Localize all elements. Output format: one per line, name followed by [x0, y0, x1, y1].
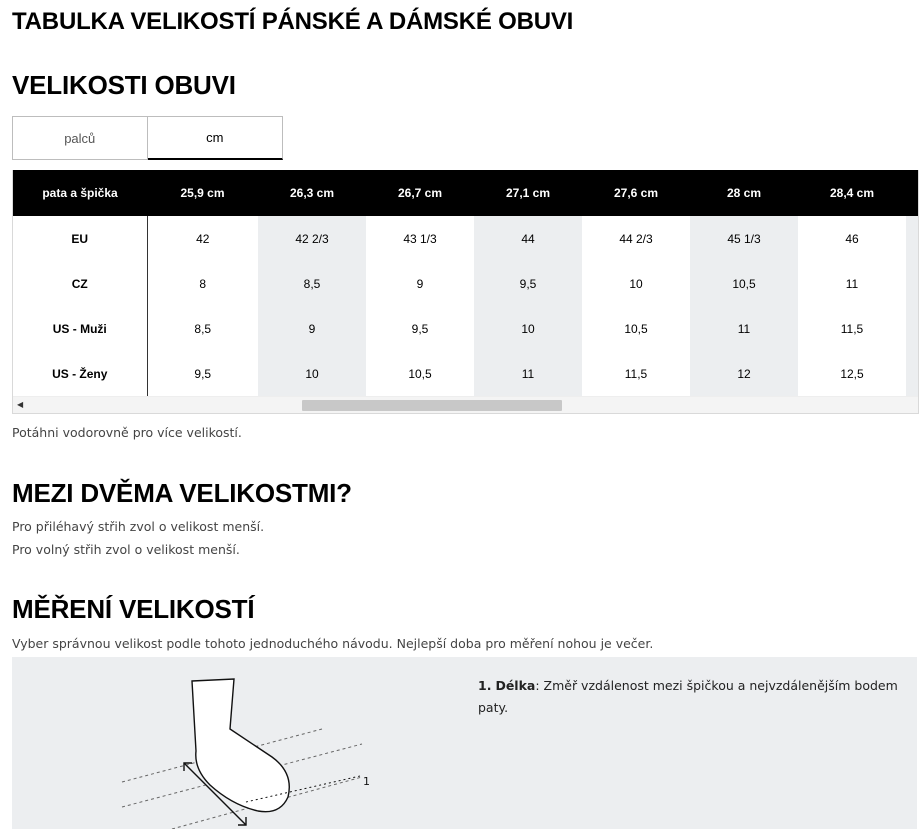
step-description — [478, 675, 908, 719]
scrollbar-thumb[interactable] — [302, 400, 562, 411]
table-cell: 8,5 — [194, 321, 212, 336]
table-cell: 12,5 — [840, 366, 864, 381]
table-cell: 11 — [845, 276, 859, 291]
table-cell-overflow — [906, 306, 919, 351]
page-title: TABULKA VELIKOSTÍ PÁNSKÉ A DÁMSKÉ OBUVI — [12, 8, 574, 35]
measuring-figure — [12, 657, 917, 829]
table-cell: 10,5 — [690, 261, 798, 306]
table-row — [13, 306, 919, 351]
table-row — [13, 216, 919, 261]
table-cell: 9,5 — [194, 366, 212, 381]
row-label: US - Muži — [13, 306, 147, 351]
unit-inches-button[interactable]: palců — [12, 116, 148, 160]
fit-tip-loose: Pro volný střih zvol o velikost menší. — [12, 542, 240, 557]
table-cell: 43 1/3 — [403, 231, 437, 246]
table-cell: 10 — [258, 351, 366, 396]
column-header-overflow — [906, 170, 919, 216]
table-cell: 8,5 — [258, 261, 366, 306]
row-label: US - Ženy — [13, 351, 147, 396]
table-cell: 45 1/3 — [690, 216, 798, 261]
foot-length-diagram-icon — [112, 657, 472, 829]
column-header: 27,1 cm — [474, 170, 582, 216]
table-cell: 44 — [474, 216, 582, 261]
measuring-intro: Vyber správnou velikost podle tohoto jednoduchého návodu. Nejlepší doba pro měření nohou je večer. — [12, 636, 654, 651]
size-table-container[interactable] — [12, 170, 919, 414]
unit-toggle — [12, 116, 283, 160]
table-header-row — [13, 170, 919, 216]
between-sizes-heading: MEZI DVĚMA VELIKOSTMI? — [12, 478, 352, 508]
table-cell: 12 — [690, 351, 798, 396]
horizontal-scrollbar[interactable] — [13, 396, 918, 414]
table-cell: 9,5 — [474, 261, 582, 306]
table-cell: 10,5 — [624, 321, 648, 336]
table-cell: 44 2/3 — [619, 231, 653, 246]
unit-cm-button[interactable]: cm — [148, 116, 284, 160]
table-header-label: pata a špička — [13, 170, 147, 216]
table-cell: 8 — [199, 276, 207, 291]
column-header: 26,7 cm — [366, 170, 474, 216]
step-text: : Změř vzdálenost mezi špičkou a nejvzdálenějším bodem paty. — [478, 678, 898, 715]
table-cell: 11,5 — [840, 321, 864, 336]
table-cell: 11,5 — [624, 366, 648, 381]
scroll-left-arrow-icon[interactable]: ◀ — [17, 400, 24, 409]
column-header: 26,3 cm — [258, 170, 366, 216]
measuring-heading: MĚŘENÍ VELIKOSTÍ — [12, 594, 255, 624]
fit-tip-tight: Pro přiléhavý střih zvol o velikost menší. — [12, 519, 265, 534]
diagram-label: 1 — [363, 775, 370, 788]
table-cell: 46 — [845, 231, 859, 246]
table-cell: 10,5 — [408, 366, 432, 381]
row-label: EU — [13, 216, 147, 261]
table-cell-overflow — [906, 261, 919, 306]
table-row — [13, 261, 919, 306]
scroll-hint: Potáhni vodorovně pro více velikostí. — [12, 425, 242, 440]
table-cell: 11 — [690, 306, 798, 351]
table-cell: 10 — [474, 306, 582, 351]
table-cell-overflow — [906, 351, 919, 396]
step-number: 1. — [478, 678, 492, 693]
column-header: 27,6 cm — [582, 170, 690, 216]
column-header: 25,9 cm — [147, 170, 258, 216]
step-title: Délka — [495, 678, 536, 693]
table-cell: 9 — [416, 276, 424, 291]
table-cell: 42 — [196, 231, 210, 246]
sizes-heading: VELIKOSTI OBUVI — [12, 70, 236, 100]
table-cell: 10 — [629, 276, 643, 291]
table-row — [13, 351, 919, 396]
size-table — [13, 170, 919, 396]
table-cell-overflow — [906, 216, 919, 261]
table-cell: 9 — [258, 306, 366, 351]
row-label: CZ — [13, 261, 147, 306]
table-cell: 11 — [474, 351, 582, 396]
column-header: 28 cm — [690, 170, 798, 216]
column-header: 28,4 cm — [798, 170, 906, 216]
table-cell: 9,5 — [411, 321, 429, 336]
table-cell: 42 2/3 — [258, 216, 366, 261]
